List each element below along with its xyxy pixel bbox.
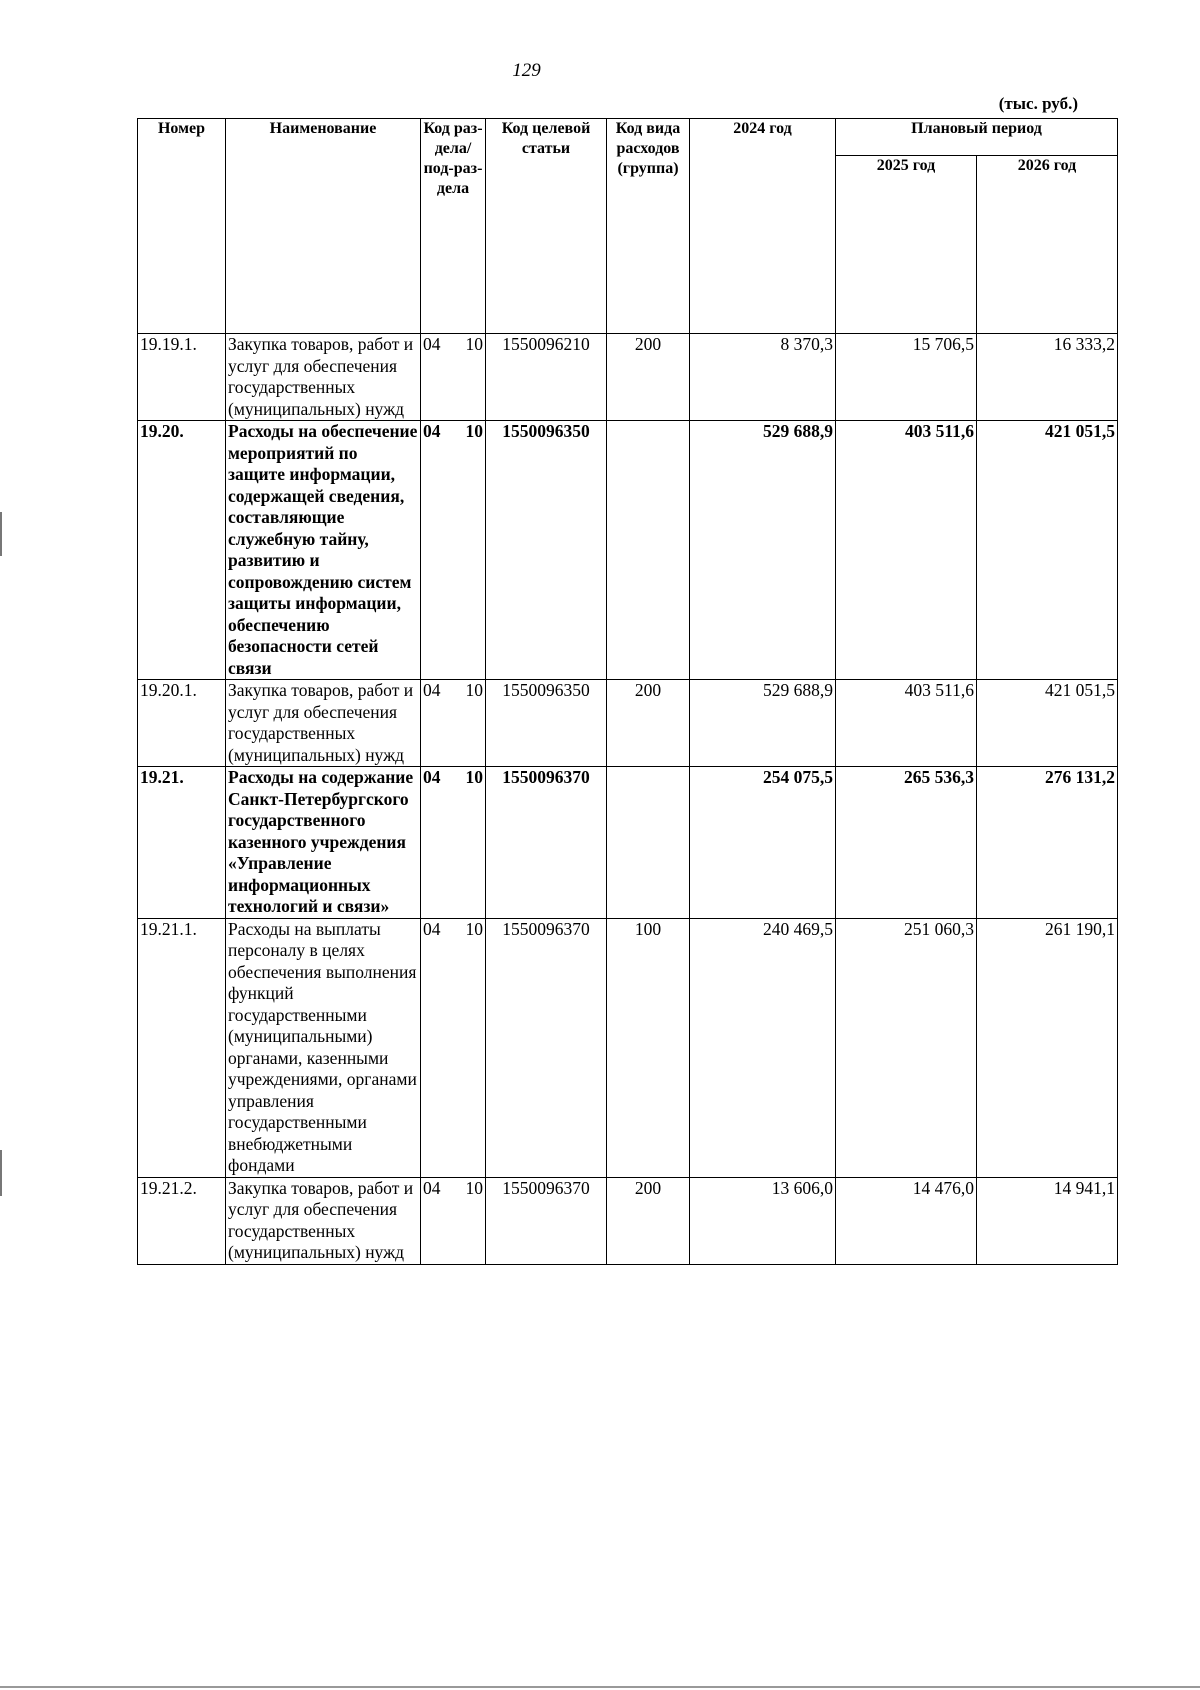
header-target-code: Код целевой статьи — [486, 119, 607, 334]
row-name: Расходы на содержание Санкт-Петербургского государственного казенного учреждения «Управление информационных технологий и связи» — [226, 767, 421, 919]
row-number: 19.21.2. — [138, 1177, 226, 1264]
row-amount-2024: 13 606,0 — [690, 1177, 836, 1264]
header-row-1 — [138, 119, 1118, 156]
row-section-code — [421, 1177, 486, 1264]
row-amount-2026: 421 051,5 — [977, 680, 1118, 767]
header-year-2024: 2024 год — [690, 119, 836, 334]
subsection-code: 10 — [465, 334, 483, 354]
row-expense-type-code: 200 — [607, 1177, 690, 1264]
row-target-code: 1550096210 — [486, 334, 607, 421]
row-name: Закупка товаров, работ и услуг для обеспечения государственных (муниципальных) нужд — [226, 1177, 421, 1264]
row-target-code: 1550096350 — [486, 680, 607, 767]
section-code: 04 — [423, 918, 441, 939]
row-name: Расходы на обеспечение мероприятий по защите информации, содержащей сведения, составляющие служебную тайну, развитию и сопровождению систем защиты информации, обеспечению безопасности сетей связи — [226, 421, 421, 680]
row-name: Расходы на выплаты персоналу в целях обеспечения выполнения функций государственными (муниципальными) органами, казенными учреждениями, органами управления государственными внебюджетными фондами — [226, 918, 421, 1177]
row-section-code — [421, 421, 486, 680]
row-amount-2025: 14 476,0 — [836, 1177, 977, 1264]
row-expense-type-code: 200 — [607, 334, 690, 421]
table-body — [138, 334, 1118, 1265]
row-number: 19.20.1. — [138, 680, 226, 767]
row-number: 19.21. — [138, 767, 226, 919]
row-expense-type-code — [607, 767, 690, 919]
row-number: 19.21.1. — [138, 918, 226, 1177]
row-amount-2025: 251 060,3 — [836, 918, 977, 1177]
subsection-code: 10 — [465, 1177, 483, 1198]
subsection-code: 10 — [465, 918, 483, 939]
row-section-code — [421, 918, 486, 1177]
row-amount-2024: 240 469,5 — [690, 918, 836, 1177]
row-amount-2025: 15 706,5 — [836, 334, 977, 421]
header-year-2026: 2026 год — [977, 156, 1118, 334]
row-name: Закупка товаров, работ и услуг для обеспечения государственных (муниципальных) нужд — [226, 680, 421, 767]
header-expense-type-code: Код вида расходов (группа) — [607, 119, 690, 334]
subsection-code: 10 — [465, 767, 483, 787]
table-row — [138, 918, 1118, 1177]
table-row — [138, 680, 1118, 767]
header-planned-period: Плановый период — [836, 119, 1118, 156]
row-number: 19.20. — [138, 421, 226, 680]
section-code: 04 — [423, 334, 441, 354]
row-amount-2026: 261 190,1 — [977, 918, 1118, 1177]
row-amount-2026: 14 941,1 — [977, 1177, 1118, 1264]
header-section-code: Код раз-дела/ под-раз-дела — [421, 119, 486, 334]
units-label: (тыс. руб.) — [998, 94, 1078, 113]
row-section-code — [421, 767, 486, 919]
page-number: 129 — [512, 60, 541, 81]
row-amount-2025: 403 511,6 — [836, 421, 977, 680]
row-name: Закупка товаров, работ и услуг для обеспечения государственных (муниципальных) нужд — [226, 334, 421, 421]
row-expense-type-code — [607, 421, 690, 680]
table-row — [138, 334, 1118, 421]
scan-margin-mark — [0, 512, 2, 556]
table-row — [138, 1177, 1118, 1264]
section-code: 04 — [423, 421, 441, 441]
scan-bottom-rule — [0, 1686, 1200, 1688]
section-code: 04 — [423, 680, 441, 700]
row-amount-2024: 529 688,9 — [690, 421, 836, 680]
row-number: 19.19.1. — [138, 334, 226, 421]
row-section-code — [421, 680, 486, 767]
table-row — [138, 421, 1118, 680]
row-amount-2026: 276 131,2 — [977, 767, 1118, 919]
row-section-code — [421, 334, 486, 421]
section-code: 04 — [423, 767, 441, 787]
row-target-code: 1550096350 — [486, 421, 607, 680]
row-target-code: 1550096370 — [486, 918, 607, 1177]
row-target-code: 1550096370 — [486, 1177, 607, 1264]
row-amount-2024: 529 688,9 — [690, 680, 836, 767]
header-year-2025: 2025 год — [836, 156, 977, 334]
subsection-code: 10 — [465, 680, 483, 700]
row-amount-2025: 403 511,6 — [836, 680, 977, 767]
scan-margin-mark — [0, 1150, 2, 1196]
header-name: Наименование — [226, 119, 421, 334]
row-amount-2026: 16 333,2 — [977, 334, 1118, 421]
row-amount-2026: 421 051,5 — [977, 421, 1118, 680]
row-amount-2024: 254 075,5 — [690, 767, 836, 919]
header-number: Номер — [138, 119, 226, 334]
row-expense-type-code: 100 — [607, 918, 690, 1177]
table-row — [138, 767, 1118, 919]
budget-table — [137, 118, 1118, 1265]
row-target-code: 1550096370 — [486, 767, 607, 919]
row-amount-2024: 8 370,3 — [690, 334, 836, 421]
subsection-code: 10 — [465, 421, 483, 441]
row-expense-type-code: 200 — [607, 680, 690, 767]
row-amount-2025: 265 536,3 — [836, 767, 977, 919]
section-code: 04 — [423, 1177, 441, 1198]
